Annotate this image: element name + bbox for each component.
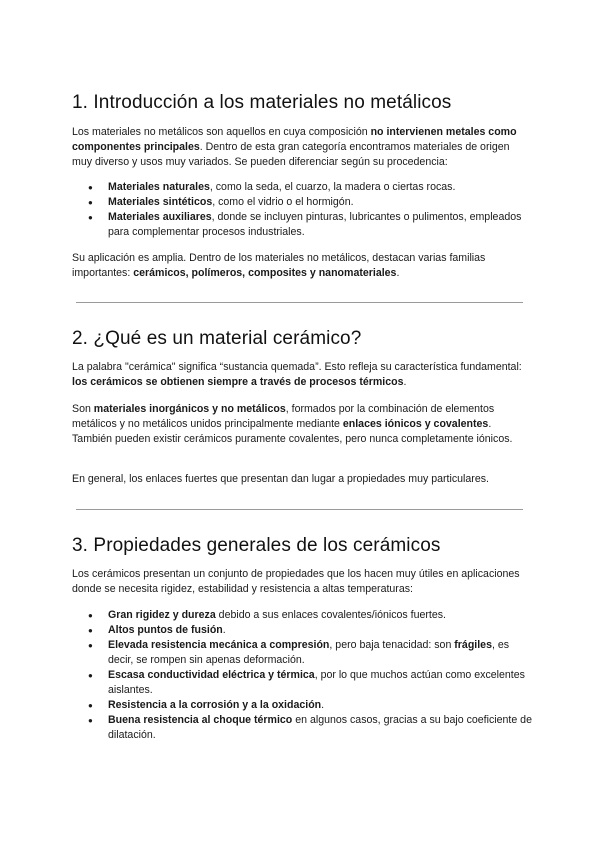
bold-run: Buena resistencia al choque térmico	[108, 714, 293, 726]
bold-run: Materiales sintéticos	[108, 196, 213, 208]
list-item	[72, 698, 532, 713]
text-run: .	[403, 376, 407, 388]
bold-run: los cerámicos se obtienen siempre a través de procesos térmicos	[72, 376, 404, 388]
s2-bonding-paragraph	[72, 402, 532, 447]
list-item	[72, 195, 532, 210]
s2-definition-paragraph	[72, 360, 532, 390]
list-item	[72, 180, 532, 195]
s1-closing-paragraph	[72, 251, 532, 281]
list-item	[72, 668, 532, 698]
text-run: . Dentro de esta gran categoría encontramos materiales de origen muy diverso y usos muy variados. Se pueden diferenciar según su procedencia:	[72, 141, 510, 168]
list-item	[72, 623, 532, 638]
text-run: Son	[72, 403, 94, 415]
bold-run: cerámicos, polímeros, composites y nanomateriales	[133, 267, 397, 279]
bold-run: materiales inorgánicos y no metálicos	[93, 403, 286, 415]
list-item	[72, 638, 532, 668]
text-run: . También pueden existir cerámicos puramente covalentes, pero nunca completamente iónicos.	[72, 418, 513, 445]
text-run: , como el vidrio o el hormigón.	[212, 196, 354, 208]
section-divider	[76, 302, 523, 303]
list-item	[72, 608, 532, 623]
text-run: , como la seda, el cuarzo, la madera o ciertas rocas.	[209, 181, 456, 193]
s3-property-list	[72, 608, 532, 743]
section-1-title: 1. Introducción a los materiales no metálicos	[72, 92, 452, 113]
text-run: La palabra "cerámica" significa “sustancia quemada”. Esto refleja su característica fundamental:	[72, 361, 522, 373]
section-2-title: 2. ¿Qué es un material cerámico?	[72, 328, 362, 349]
s2-closing-paragraph: En general, los enlaces fuertes que presentan dan lugar a propiedades muy particulares.	[72, 473, 489, 485]
text-run: Su aplicación es amplia. Dentro de los materiales no metálicos, destacan varias familias importantes:	[72, 252, 486, 279]
text-run: Los materiales no metálicos son aquellos en cuya composición	[72, 126, 371, 138]
text-run: .	[222, 624, 226, 636]
bold-run: Materiales auxiliares	[108, 211, 212, 223]
bold-run: Elevada resistencia mecánica a compresión	[108, 639, 330, 651]
section-divider	[76, 509, 523, 510]
bold-run: no intervienen metales como componentes principales	[72, 126, 517, 153]
text-run: en algunos casos, gracias a su bajo coeficiente de dilatación.	[108, 714, 532, 741]
text-run: debido a sus enlaces covalentes/iónicos fuertes.	[215, 609, 446, 621]
bold-run: enlaces iónicos y covalentes	[342, 418, 489, 430]
bold-run: Altos puntos de fusión	[108, 624, 223, 636]
text-run: .	[396, 267, 400, 279]
s1-material-list	[72, 180, 532, 240]
section-3-title: 3. Propiedades generales de los cerámicos	[72, 535, 441, 556]
text-run: , por lo que muchos actúan como excelentes aislantes.	[108, 669, 525, 696]
list-item	[72, 210, 532, 240]
text-run: , formados por la combinación de elementos metálicos y no metálicos unidos principalmente mediante	[72, 403, 495, 430]
s1-intro-paragraph	[72, 125, 532, 170]
text-run: , pero baja tenacidad: son	[329, 639, 455, 651]
text-run: .	[321, 699, 325, 711]
bold-run: Materiales naturales	[108, 181, 210, 193]
text-run: , es decir, se rompen sin apenas deformación.	[108, 639, 510, 666]
bold-run: Resistencia a la corrosión y a la oxidación	[108, 699, 322, 711]
text-run: , donde se incluyen pinturas, lubricantes o pulimentos, empleados para complementar procesos industriales.	[108, 211, 522, 238]
list-item	[72, 713, 532, 743]
bold-run: Escasa conductividad eléctrica y térmica	[108, 669, 315, 681]
s3-intro-paragraph: Los cerámicos presentan un conjunto de propiedades que los hacen muy útiles en aplicaciones donde se necesita rigidez, estabilidad y resistencia a altas temperaturas:	[72, 568, 520, 595]
bold-run: frágiles	[454, 639, 492, 651]
bold-run: Gran rigidez y dureza	[108, 609, 216, 621]
